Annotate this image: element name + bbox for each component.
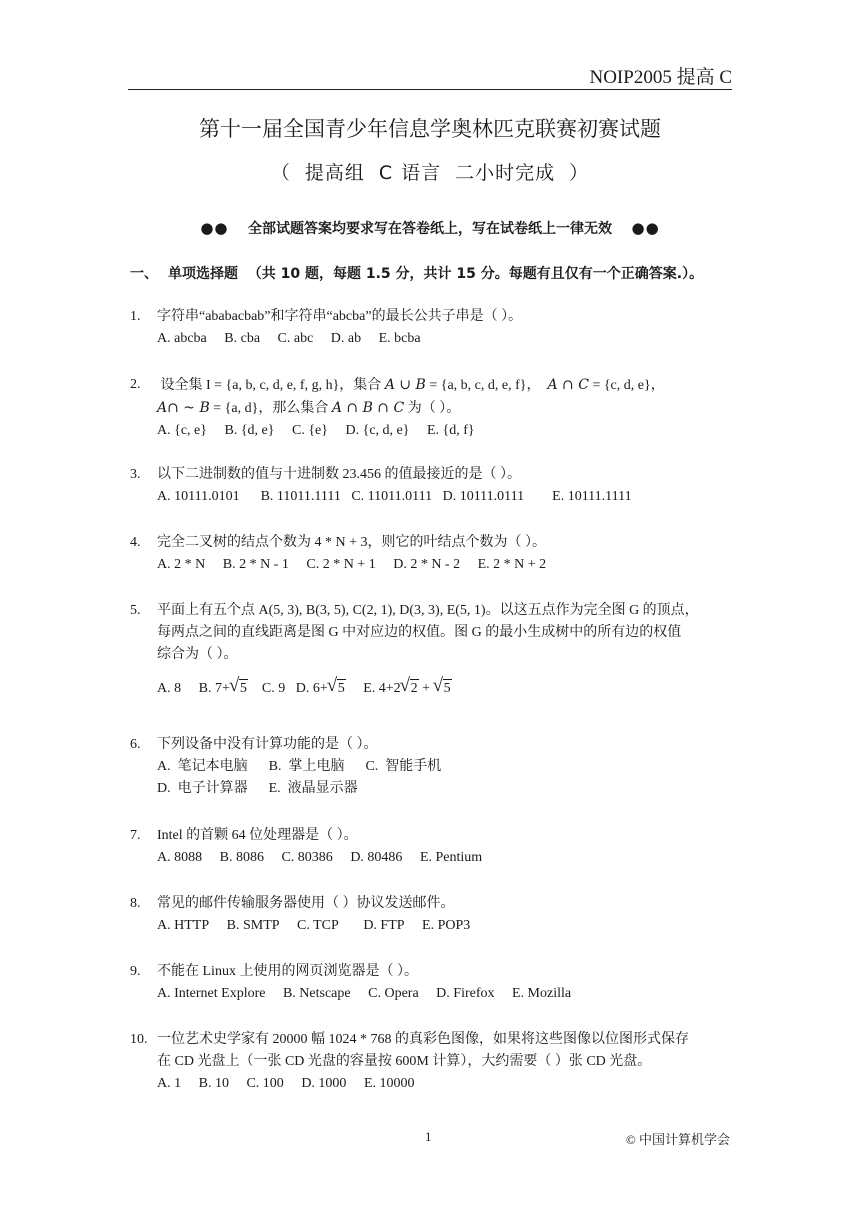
option-a: A. 1: [157, 1076, 182, 1091]
question-options-row-1: [157, 756, 734, 778]
question-number: 7.: [130, 828, 141, 843]
set-intersection-expression: A ∩ C: [547, 377, 589, 393]
set-union-expression: A ∪ B: [384, 377, 426, 393]
option-c: C. abc: [277, 331, 314, 346]
question-text: 常见的邮件传输服务器使用（ ）协议发送邮件。: [157, 896, 455, 911]
question-options: [157, 328, 734, 350]
question-number: 2.: [130, 377, 141, 392]
question-6: [130, 734, 734, 800]
option-d: D. 2 * N - 2: [393, 557, 461, 572]
option-e: E. 2 * N + 2: [477, 557, 547, 572]
question-text: Intel 的首颗 64 位处理器是（ ）。: [157, 828, 358, 843]
answer-notice: [0, 218, 860, 238]
option-a: A. 笔记本电脑: [157, 759, 248, 774]
section-number: 一、: [130, 266, 158, 282]
question-text-line-1: 平面上有五个点 A(5, 3), B(3, 5), C(2, 1), D(3, 3), E(5, 1)。以这五点作为完全图 G 的顶点，: [157, 603, 699, 618]
text-segment: = {a, b, c, d, e, f}，: [425, 378, 541, 393]
option-d: D. 80486: [350, 850, 403, 865]
option-d: [296, 678, 346, 700]
question-4: [130, 532, 734, 576]
section-title: 单项选择题: [168, 266, 238, 282]
page-number: 1: [425, 1129, 432, 1144]
option-e: E. POP3: [422, 918, 471, 933]
question-options: [157, 847, 734, 869]
option-d: D. 10111.0111: [442, 489, 525, 504]
option-e: E. bcba: [378, 331, 421, 346]
plus-sign: +: [422, 681, 431, 696]
option-a: A. 2 * N: [157, 557, 206, 572]
question-10: [130, 1029, 734, 1095]
header-rule: [128, 89, 732, 90]
sqrt-radicand: 5: [337, 681, 345, 696]
section-rule: （共 10 题，每题 1.5 分，共计 15 分。每题有且仅有一个正确答案.）。: [247, 266, 704, 282]
option-d: D. {c, d, e}: [345, 423, 410, 438]
option-b: B. 掌上电脑: [268, 759, 345, 774]
question-3: [130, 464, 734, 508]
question-options: [157, 983, 734, 1005]
question-text: 以下二进制数的值与十进制数 23.456 的值最接近的是（ ）。: [157, 467, 521, 482]
question-9: [130, 961, 734, 1005]
option-d: D. Firefox: [436, 986, 495, 1001]
option-e: [363, 678, 451, 700]
question-options: [157, 420, 734, 442]
option-b: [199, 678, 248, 700]
option-e: E. Mozilla: [512, 986, 572, 1001]
question-text-line-3: 综合为（ ）。: [157, 647, 238, 662]
set-triple-intersection-expression: A ∩ B ∩ C: [331, 400, 405, 416]
option-c: C. 2 * N + 1: [306, 557, 376, 572]
question-number: 1.: [130, 309, 141, 324]
question-options-row-2: [157, 778, 734, 800]
sqrt-symbol: [230, 678, 248, 700]
option-c: C. Opera: [368, 986, 419, 1001]
option-a: A. Internet Explore: [157, 986, 266, 1001]
question-number: 6.: [130, 737, 141, 752]
question-options: [157, 678, 734, 700]
option-e: E. 10000: [363, 1076, 415, 1091]
subtitle-duration: 二小时完成: [455, 163, 556, 184]
option-b: B. 11011.1111: [260, 489, 341, 504]
question-text-line-2: 每两点之间的直线距离是图 G 中对应边的权值。图 G 的最小生成树中的所有边的权值: [157, 625, 682, 640]
question-5: [130, 600, 734, 700]
option-b: B. Netscape: [282, 986, 351, 1001]
option-b: B. 2 * N - 1: [222, 557, 289, 572]
question-options: [157, 1073, 734, 1095]
question-1: [130, 306, 734, 350]
question-text-line-1: 一位艺术史学家有 20000 幅 1024 * 768 的真彩色图像，如果将这些图像以位图形式保存: [157, 1032, 689, 1047]
option-d: D. ab: [330, 331, 362, 346]
sqrt-radicand: 5: [443, 681, 451, 696]
option-c: C. {e}: [291, 423, 328, 438]
option-e: E. 10111.1111: [552, 489, 632, 504]
question-number: 4.: [130, 535, 141, 550]
option-c: C. TCP: [297, 918, 339, 933]
sqrt-radicand: 2: [410, 681, 418, 696]
option-c: C. 100: [246, 1076, 284, 1091]
subtitle-close-paren: ）: [569, 163, 590, 184]
option-a: A. abcba: [157, 331, 207, 346]
text-segment: = {c, d, e}，: [588, 378, 665, 393]
document-code: NOIP2005 提高 C: [589, 67, 732, 88]
question-text: 不能在 Linux 上使用的网页浏览器是（ ）。: [157, 964, 418, 979]
sqrt-symbol: [328, 678, 346, 700]
option-e: E. 液晶显示器: [268, 781, 358, 796]
question-options: [157, 486, 734, 508]
copyright-notice: © 中国计算机学会: [625, 1132, 730, 1147]
notice-bullets-right: ●●: [631, 219, 660, 237]
option-b: B. 10: [198, 1076, 229, 1091]
subtitle-lang-word: 语言: [401, 163, 442, 184]
question-2: [130, 374, 734, 442]
option-b-prefix: B. 7+: [198, 681, 230, 696]
question-number: 3.: [130, 467, 141, 482]
sqrt-symbol: [401, 678, 419, 700]
question-options: [157, 915, 734, 937]
set-difference-expression: A∩ ~ B: [157, 400, 210, 416]
option-b: B. 8086: [219, 850, 264, 865]
option-d: D. 1000: [301, 1076, 347, 1091]
question-text-line-1: [157, 374, 734, 397]
subtitle-open-paren: （: [270, 163, 291, 184]
option-a: A. HTTP: [157, 918, 210, 933]
text-segment: 设全集 I = {a, b, c, d, e, f, g, h}，集合: [160, 378, 385, 393]
option-b: B. SMTP: [226, 918, 280, 933]
question-number: 9.: [130, 964, 141, 979]
option-d-prefix: D. 6+: [295, 681, 328, 696]
notice-text: 全部试题答案均要求写在答卷纸上，写在试卷纸上一律无效: [248, 221, 612, 237]
option-c: C. 11011.0111: [351, 489, 433, 504]
exam-subtitle: [0, 158, 860, 185]
option-e: E. Pentium: [419, 850, 483, 865]
question-7: [130, 825, 734, 869]
option-a: A. {c, e}: [157, 423, 207, 438]
option-b: B. {d, e}: [224, 423, 275, 438]
option-c: C. 80386: [281, 850, 333, 865]
option-d: D. FTP: [363, 918, 405, 933]
subtitle-lang: C: [378, 162, 394, 184]
option-e: E. {d, f}: [426, 423, 475, 438]
sqrt-symbol: [434, 678, 452, 700]
question-number: 5.: [130, 603, 141, 618]
subtitle-group: 提高组: [304, 163, 365, 184]
sqrt-radicand: 5: [239, 681, 247, 696]
question-text: 字符串“ababacbab”和字符串“abcba”的最长公共子串是（ ）。: [157, 309, 523, 324]
question-8: [130, 893, 734, 937]
section-heading: [130, 263, 703, 283]
option-a: A. 8088: [157, 850, 203, 865]
option-a: A. 8: [157, 681, 182, 696]
notice-bullets-left: ●●: [200, 219, 229, 237]
question-number: 8.: [130, 896, 141, 911]
exam-title: 第十一届全国青少年信息学奥林匹克联赛初赛试题: [199, 117, 661, 141]
question-text: 下列设备中没有计算功能的是（ ）。: [157, 737, 378, 752]
option-d: D. 电子计算器: [157, 781, 248, 796]
question-text-line-2: [157, 397, 734, 420]
option-a: A. 10111.0101: [157, 489, 240, 504]
option-c: C. 9: [261, 681, 286, 696]
question-number: 10.: [130, 1032, 148, 1047]
text-segment: 为（ ）。: [404, 401, 461, 416]
option-c: C. 智能手机: [365, 759, 442, 774]
question-text-line-2: 在 CD 光盘上（一张 CD 光盘的容量按 600M 计算），大约需要（ ）张 CD 光盘。: [157, 1054, 652, 1069]
question-text: 完全二叉树的结点个数为 4 * N + 3，则它的叶结点个数为（ ）。: [157, 535, 547, 550]
option-b: B. cba: [224, 331, 261, 346]
question-options: [157, 554, 734, 576]
option-e-prefix: E. 4+2: [363, 681, 401, 696]
text-segment: = {a, d}，那么集合: [209, 401, 332, 416]
